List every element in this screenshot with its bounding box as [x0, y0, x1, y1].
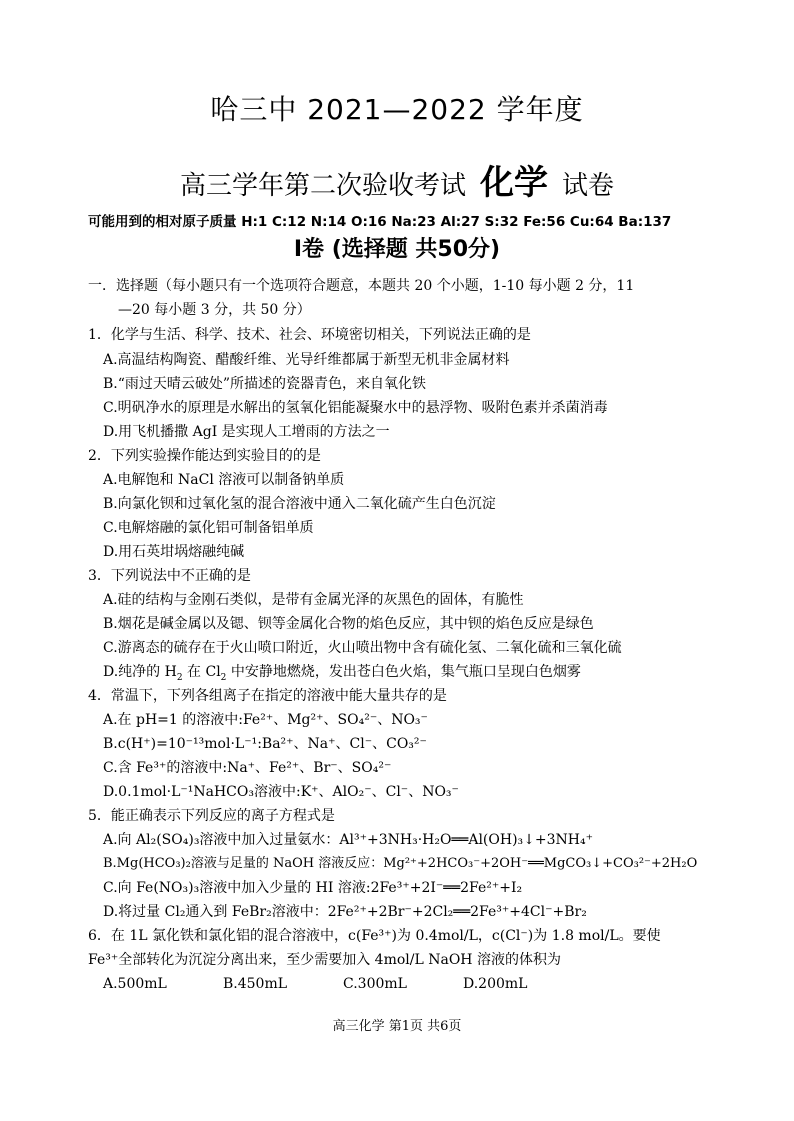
q3-option-b: B.烟花是碱金属以及锶、钡等金属化合物的焰色反应，其中钡的焰色反应是绿色: [103, 616, 594, 632]
q6-option-b: B.450mL: [223, 976, 288, 992]
q3-d-part2: 在 Cl: [182, 664, 221, 680]
q3-d-sub2: 2: [220, 672, 227, 683]
exam-title-prefix: 高三学年第二次验收考试: [179, 171, 466, 201]
volume-title: I卷 (选择题 共50分): [293, 237, 501, 262]
q3-option-d: [103, 662, 581, 682]
q2-option-d: D.用石英坩埚熔融纯碱: [103, 544, 245, 560]
q5-stem: 5．能正确表示下列反应的离子方程式是: [88, 808, 335, 824]
q5-option-d: D.将过量 Cl₂通入到 FeBr₂溶液中：2Fe²⁺+2Br⁻+2Cl₂══2Fe³⁺+4Cl⁻+Br₂: [103, 904, 587, 920]
q4-option-d: D.0.1mol·L⁻¹NaHCO₃溶液中:K⁺、AlO₂⁻、Cl⁻、NO₃⁻: [103, 784, 459, 800]
q3-option-a: A.硅的结构与金刚石类似，是带有金属光泽的灰黑色的固体，有脆性: [103, 592, 524, 608]
q5-option-a: A.向 Al₂(SO₄)₃溶液中加入过量氨水：Al³⁺+3NH₃·H₂O══Al(OH)₃↓+3NH₄⁺: [103, 832, 593, 848]
q1-option-b: B.“雨过天晴云破处”所描述的瓷器青色，来自氧化铁: [103, 376, 427, 392]
q6-stem-line2: Fe³⁺全部转化为沉淀分离出来，至少需要加入 4mol/L NaOH 溶液的体积为: [88, 952, 561, 968]
q6-option-a: A.500mL: [103, 976, 167, 992]
q2-option-c: C.电解熔融的氯化铝可制备铝单质: [103, 520, 314, 536]
q1-stem: 1．化学与生活、科学、技术、社会、环境密切相关，下列说法正确的是: [88, 327, 531, 343]
q1-option-d: D.用飞机播撒 AgI 是实现人工增雨的方法之一: [103, 424, 390, 440]
section1-heading-line2: —20 每小题 3 分，共 50 分）: [118, 302, 311, 318]
q4-option-c: C.含 Fe³⁺的溶液中:Na⁺、Fe²⁺、Br⁻、SO₄²⁻: [103, 760, 392, 776]
exam-title-line1: 哈三中 2021—2022 学年度: [210, 93, 584, 126]
q3-stem: 3．下列说法中不正确的是: [88, 568, 251, 584]
page-footer: 高三化学 第1页 共6页: [332, 1019, 462, 1034]
q1-option-a: A.高温结构陶瓷、醋酸纤维、光导纤维都属于新型无机非金属材料: [103, 352, 510, 368]
q4-option-a: A.在 pH=1 的溶液中:Fe²⁺、Mg²⁺、SO₄²⁻、NO₃⁻: [103, 712, 428, 728]
q6-option-d: D.200mL: [463, 976, 528, 992]
q6-stem-line1: 6．在 1L 氯化铁和氯化铝的混合溶液中，c(Fe³⁺)为 0.4mol/L，c(Cl⁻)为 1.8 mol/L。要使: [88, 928, 661, 944]
section1-heading-line1: 一．选择题（每小题只有一个选项符合题意，本题共 20 个小题，1-10 每小题 2 分，11: [88, 278, 635, 294]
q3-d-part3: 中安静地燃烧，发出苍白色火焰，集气瓶口呈现白色烟雾: [226, 664, 581, 680]
q3-d-sub1: 2: [176, 672, 183, 683]
q6-options: [103, 974, 527, 994]
exam-title-line2: [0, 155, 794, 204]
q6-option-c: C.300mL: [343, 976, 407, 992]
q4-stem: 4．常温下，下列各组离子在指定的溶液中能大量共存的是: [88, 688, 447, 704]
q3-d-part1: D.纯净的 H: [103, 664, 177, 680]
q2-stem: 2．下列实验操作能达到实验目的的是: [88, 448, 321, 464]
q1-option-c: C.明矾净水的原理是水解出的氢氧化铝能凝聚水中的悬浮物、吸附色素并杀菌消毒: [103, 400, 608, 416]
exam-subject: 化学: [480, 163, 548, 203]
exam-title-suffix: 试卷: [562, 171, 615, 201]
q3-option-c: C.游离态的硫存在于火山喷口附近，火山喷出物中含有硫化氢、二氧化硫和三氧化硫: [103, 640, 622, 656]
q5-option-b: B.Mg(HCO₃)₂溶液与足量的 NaOH 溶液反应：Mg²⁺+2HCO₃⁻+2OH⁻══MgCO₃↓+CO₃²⁻+2H₂O: [103, 856, 698, 871]
q2-option-b: B.向氯化钡和过氧化氢的混合溶液中通入二氧化硫产生白色沉淀: [103, 496, 496, 512]
atomic-masses: 可能用到的相对原子质量 H:1 C:12 N:14 O:16 Na:23 Al:27 S:32 Fe:56 Cu:64 Ba:137: [88, 214, 672, 230]
q5-option-c: C.向 Fe(NO₃)₃溶液中加入少量的 HI 溶液:2Fe³⁺+2I⁻══2Fe²⁺+I₂: [103, 880, 523, 896]
q2-option-a: A.电解饱和 NaCl 溶液可以制备钠单质: [103, 472, 345, 488]
q4-option-b: B.c(H⁺)=10⁻¹³mol·L⁻¹:Ba²⁺、Na⁺、Cl⁻、CO₃²⁻: [103, 736, 427, 752]
